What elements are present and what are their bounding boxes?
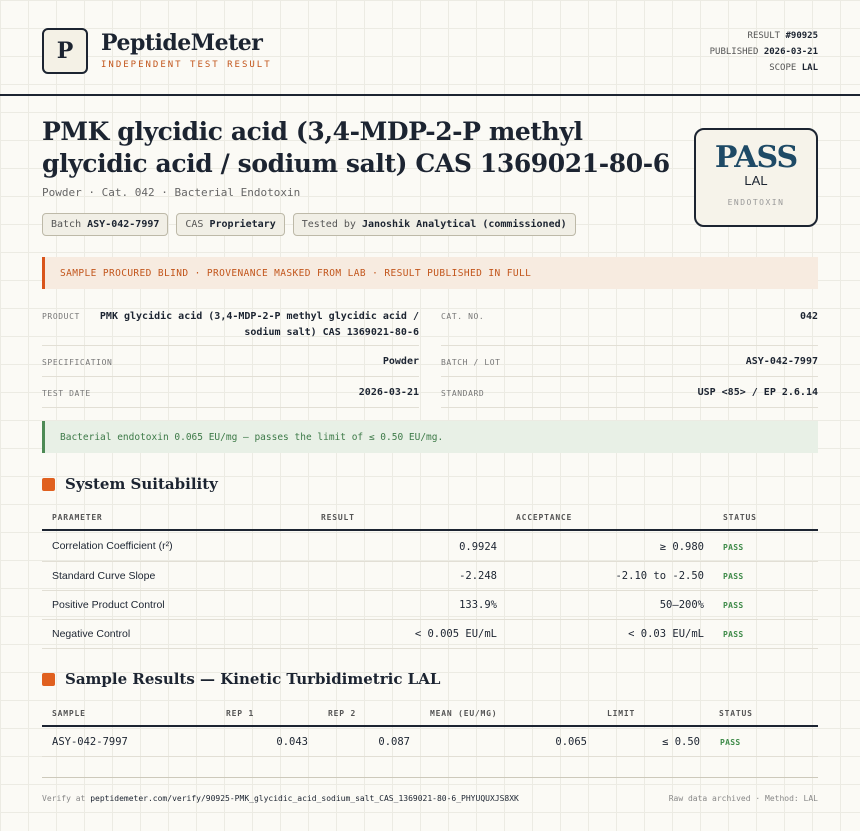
test-date-value: 2026-03-21 <box>358 387 419 398</box>
cas-chip <box>176 213 284 236</box>
verify-text <box>42 794 519 803</box>
verdict-result: PASS <box>714 140 798 175</box>
verdict-method: LAL <box>744 173 768 188</box>
info-divider <box>42 345 419 346</box>
info-divider <box>42 376 419 377</box>
th-parameter: PARAMETER <box>52 513 103 522</box>
batch-value: ASY-042-7997 <box>745 356 818 367</box>
th-rep1: REP 1 <box>226 709 255 718</box>
footer-divider <box>42 777 818 778</box>
scope-label: SCOPE <box>769 63 797 73</box>
batch-chip-value: ASY-042-7997 <box>87 219 160 230</box>
table-row-rep1: 0.043 <box>276 736 308 748</box>
table-row-result: 0.9924 <box>459 541 497 553</box>
samples-title-text: Sample Results — Kinetic Turbidimetric LAL <box>65 670 441 688</box>
suitability-section-title <box>42 475 218 493</box>
spec-label: SPECIFICATION <box>42 358 113 367</box>
status-badge: PASS <box>723 543 744 552</box>
th-sample: SAMPLE <box>52 709 86 718</box>
product-value <box>96 309 419 341</box>
table-row-result: 133.9% <box>459 599 497 611</box>
batch-chip <box>42 213 168 236</box>
table-row-acceptance: 50–200% <box>659 599 704 611</box>
table-row-rep2: 0.087 <box>378 736 410 748</box>
batch-label: BATCH / LOT <box>441 358 501 367</box>
suitability-title-text: System Suitability <box>65 475 218 493</box>
conclusion-banner: Bacterial endotoxin 0.065 EU/mg — passes the limit of ≤ 0.50 EU/mg. <box>42 421 818 453</box>
th-rep2: REP 2 <box>328 709 357 718</box>
table-row-divider <box>42 590 818 591</box>
table-row-acceptance: -2.10 to -2.50 <box>615 570 704 582</box>
verdict-category: ENDOTOXIN <box>727 198 785 207</box>
th-acceptance: ACCEPTANCE <box>516 513 573 522</box>
info-divider <box>441 345 818 346</box>
table-row-acceptance: ≥ 0.980 <box>659 541 704 553</box>
th-status: STATUS <box>719 709 753 718</box>
status-badge: PASS <box>720 738 741 747</box>
table-row-divider <box>42 619 818 620</box>
product-label: PRODUCT <box>42 312 80 321</box>
status-badge: PASS <box>723 601 744 610</box>
table-row-parameter: Correlation Coefficient (r²) <box>52 540 173 552</box>
cat-label: CAT. NO. <box>441 312 485 321</box>
verify-prefix: Verify at <box>42 794 86 803</box>
cat-value: 042 <box>799 311 818 322</box>
table-row-parameter: Negative Control <box>52 628 131 640</box>
cas-chip-value: Proprietary <box>209 219 276 230</box>
status-badge: PASS <box>723 630 744 639</box>
table-header-rule <box>42 529 818 531</box>
table-row-divider <box>42 648 818 649</box>
verdict-stamp <box>694 128 818 227</box>
table-row-acceptance: < 0.03 EU/mL <box>628 628 704 640</box>
table-row-result: -2.248 <box>459 570 497 582</box>
test-date-label: TEST DATE <box>42 389 91 398</box>
th-mean: MEAN (EU/MG) <box>430 709 498 718</box>
th-status: STATUS <box>723 513 757 522</box>
brand-tagline: INDEPENDENT TEST RESULT <box>101 60 272 70</box>
spec-value: Powder <box>382 356 419 367</box>
product-title: PMK glycidic acid (3,4-MDP-2-P methyl glycidic acid / sodium salt) CAS 1369021-80-6 <box>42 117 670 178</box>
tested-by-chip-value: Janoshik Analytical (commissioned) <box>361 219 567 230</box>
standard-value: USP <85> / EP 2.6.14 <box>697 387 818 398</box>
verify-link[interactable]: peptidemeter.com/verify/90925-PMK_glycidic_acid_sodium_salt_CAS_1369021-80-6_PHYUQUXJS8XK <box>90 794 519 803</box>
table-header-rule <box>42 725 818 727</box>
scope-value: LAL <box>801 63 818 73</box>
report-header <box>0 0 860 96</box>
table-row-divider <box>42 561 818 562</box>
status-badge: PASS <box>723 572 744 581</box>
table-row-limit: ≤ 0.50 <box>662 736 700 748</box>
info-divider <box>42 407 419 408</box>
section-marker-icon <box>42 673 55 686</box>
tested-by-chip-label: Tested by <box>301 219 356 230</box>
cas-chip-label: CAS <box>185 219 204 230</box>
table-row-result: < 0.005 EU/mL <box>414 628 497 640</box>
product-value-line1: PMK glycidic acid (3,4-MDP-2-P methyl glycidic acid / <box>99 311 419 322</box>
table-row-parameter: Standard Curve Slope <box>52 570 156 582</box>
table-row-parameter: Positive Product Control <box>52 599 165 611</box>
blind-procurement-notice: SAMPLE PROCURED BLIND · PROVENANCE MASKED FROM LAB · RESULT PUBLISHED IN FULL <box>42 257 818 289</box>
product-subtitle: Powder · Cat. 042 · Bacterial Endotoxin <box>42 186 301 199</box>
standard-label: STANDARD <box>441 389 485 398</box>
product-value-line2: sodium salt) CAS 1369021-80-6 <box>244 327 419 338</box>
tested-by-chip <box>293 213 576 236</box>
table-row-divider <box>42 756 818 757</box>
published-label: PUBLISHED <box>709 47 759 57</box>
published-date: 2026-03-21 <box>763 47 818 57</box>
info-divider <box>441 407 818 408</box>
table-row-mean: 0.065 <box>555 736 587 748</box>
result-id: #90925 <box>785 31 818 41</box>
samples-section-title <box>42 670 440 688</box>
report-meta <box>710 28 818 76</box>
table-row-sample: ASY-042-7997 <box>52 736 128 748</box>
batch-chip-label: Batch <box>51 219 82 230</box>
result-label: RESULT <box>747 31 781 41</box>
product-chips <box>42 213 576 236</box>
info-divider <box>441 376 818 377</box>
section-marker-icon <box>42 478 55 491</box>
logo-icon: P <box>42 28 88 74</box>
footer-method: Raw data archived · Method: LAL <box>668 794 818 803</box>
th-limit: LIMIT <box>607 709 636 718</box>
th-result: RESULT <box>321 513 355 522</box>
brand-name: PeptideMeter <box>101 30 263 56</box>
